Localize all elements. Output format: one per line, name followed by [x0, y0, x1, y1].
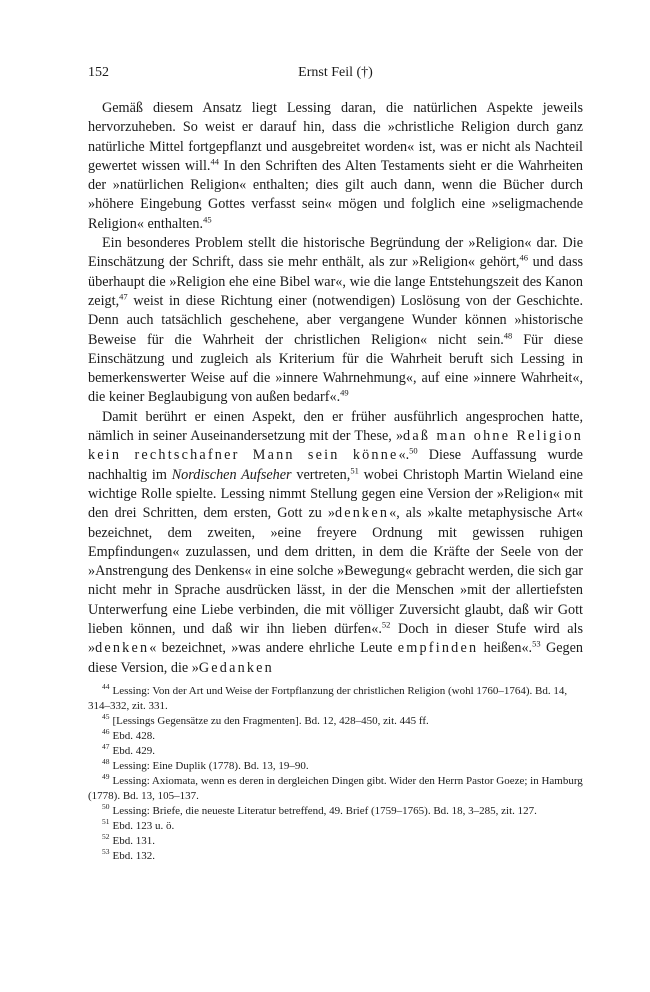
spaced-text: denken [95, 640, 150, 657]
footnote-number: 46 [102, 727, 110, 737]
running-header [88, 65, 583, 85]
spaced-text: Gedanken [198, 659, 274, 676]
spaced-text: denken [334, 505, 390, 522]
footnote [88, 804, 583, 819]
footnote-number: 51 [102, 817, 110, 827]
text-run: Gemäß diesem Ansatz liegt Lessing daran, die natürlichen Aspekte jeweils hervorzuheben. So weist er darauf hin, dass die »christliche Religion durch ganz natürliche Mittel fortgepflanzt und ausgebreitet worden« ist, was er nicht als Nachteil gewertet wissen will. [88, 100, 583, 174]
footnote-ref: 44 [210, 156, 219, 167]
footnote-number: 53 [102, 847, 110, 857]
spaced-text: daß man ohne Religion kein rechtschafner Mann sein könne [88, 428, 583, 464]
text-run: «. [398, 447, 410, 464]
italic-text: Nordischen Aufseher [171, 466, 292, 483]
footnote-ref: 50 [409, 445, 418, 456]
text-run: wobei Christoph Martin Wieland eine wichtige Rolle spielte. Lessing nimmt Stellung gegen eine Version der »Religion« mit den drei Schritten, dem ersten, Gott zu » [88, 466, 583, 522]
paragraph [88, 99, 583, 234]
text-run: heißen«. [478, 640, 533, 657]
footnote-ref: 46 [519, 252, 528, 263]
text-run: Für diese Einschätzung und zugleich als Kriterium für die Wahrheit beruft sich Lessing in bemerkenswerter Weise auf die »innere Wahrnehmung«, auf eine »innere Wahrheit«, die keiner Beglaubigung von außen bedarf«. [88, 331, 583, 406]
text-run: weist in diese Richtung einer (notwendigen) Loslösung von der Geschichte. Denn auch tatsächlich geschehene, aber vergangene Wunder können »historische Beweise für die Wahrheit der christlichen Religion« nicht sein. [88, 292, 583, 348]
footnote-number: 48 [102, 757, 110, 767]
footnote-text: Ebd. 429. [112, 745, 155, 757]
footnote-text: Lessing: Eine Duplik (1778). Bd. 13, 19–90. [112, 760, 309, 772]
running-head-title: Ernst Feil (†) [298, 65, 373, 80]
footnote-number: 50 [102, 802, 110, 812]
footnote-text: Ebd. 428. [112, 730, 155, 742]
footnote [88, 774, 583, 804]
footnote-ref: 48 [503, 329, 513, 340]
text-run: Diese Auffassung wurde nachhaltig im [88, 447, 583, 483]
footnote-text: Lessing: Von der Art und Weise der Fortpflanzung der christlichen Religion (wohl 1760–1764). Bd. 14, 314–332, zit. 331. [88, 685, 568, 712]
text-run: vertreten, [291, 466, 351, 483]
footnote [88, 849, 583, 864]
footnote-text: [Lessings Gegensätze zu den Fragmenten]. Bd. 12, 428–450, zit. 445 ff. [112, 715, 429, 727]
main-text [88, 99, 583, 678]
text-run: « bezeichnet, »was andere ehrliche Leute [149, 640, 398, 657]
footnote-text: Ebd. 132. [112, 850, 155, 862]
text-run: und dass überhaupt die »Religion ehe eine Bibel war«, wie die lange Entstehungszeit des Kanon zeigt, [88, 254, 583, 309]
footnote-text: Lessing: Axiomata, wenn es deren in dergleichen Dingen gibt. Wider den Herrn Pastor Goeze; in Hamburg (1778). Bd. 13, 105–137. [88, 775, 583, 802]
footnote-number: 45 [102, 712, 110, 722]
footnote-text: Ebd. 123 u. ö. [112, 820, 175, 832]
footnote-ref: 51 [350, 464, 359, 475]
paragraph [88, 234, 583, 408]
text-run: Ein besonderes Problem stellt die historische Begründung der »Religion« dar. Die Einschätzung der Schrift, dass sie mehr enthält, als zur »Religion« gehört, [88, 235, 583, 271]
footnote-text: Ebd. 131. [112, 835, 155, 847]
footnote [88, 714, 583, 729]
paragraph [88, 408, 583, 678]
footnote-ref: 45 [203, 214, 212, 225]
footnote-number: 44 [102, 682, 110, 692]
footnote [88, 819, 583, 834]
footnote [88, 729, 583, 744]
footnotes [88, 684, 583, 864]
text-run: Damit berührt er einen Aspekt, den er früher ausführlich angesprochen hatte, nämlich in seiner Auseinandersetzung mit der These, » [88, 408, 583, 445]
footnote-ref: 52 [381, 619, 391, 630]
footnote [88, 744, 583, 759]
spaced-text: empfinden [397, 640, 479, 657]
text-run: «, als »kalte metaphysische Art« bezeichnet, dem zweiten, »eine freyere Ordnung mit gewissen ruhigen Empfindungen« zuzulassen, und dem dritten, in dem die Kräfte der Seele von der »Anstrengung des Denkens« in eine solche »Bewegung« gebracht werden, die sich gar nicht mehr in Sprache ausdrücken lässt, in der die Menschen »mit der allertiefsten Unterwerfung eine Liebe verbinden, die mit völliger Zuversicht glaubt, daß wir Gott lieben können, und daß wir ihn lieben dürfen«. [88, 505, 583, 638]
text-run: In den Schriften des Alten Testaments sieht er die Wahrheiten der »natürlichen Religion« enthalten; dies gilt auch dann, wenn die Bücher durch »höhere Eingebung Gottes verfasst sein« mögen und folglich eine »seligmachende Religion« enthalten. [88, 157, 584, 232]
footnote-number: 52 [102, 832, 110, 842]
footnote-ref: 47 [119, 291, 128, 302]
footnote-number: 49 [102, 772, 110, 782]
footnote-ref: 53 [532, 638, 541, 649]
footnote-number: 47 [102, 742, 110, 752]
footnote [88, 759, 583, 774]
page-number: 152 [88, 65, 109, 80]
footnote [88, 834, 583, 849]
text-run: Gegen diese Version, die » [88, 640, 583, 676]
footnote [88, 684, 583, 714]
footnote-ref: 49 [340, 387, 349, 398]
text-run: Doch in dieser Stufe wird als » [88, 621, 583, 657]
footnote-text: Lessing: Briefe, die neueste Literatur betreffend, 49. Brief (1759–1765). Bd. 18, 3–285, zit. 127. [112, 805, 537, 817]
